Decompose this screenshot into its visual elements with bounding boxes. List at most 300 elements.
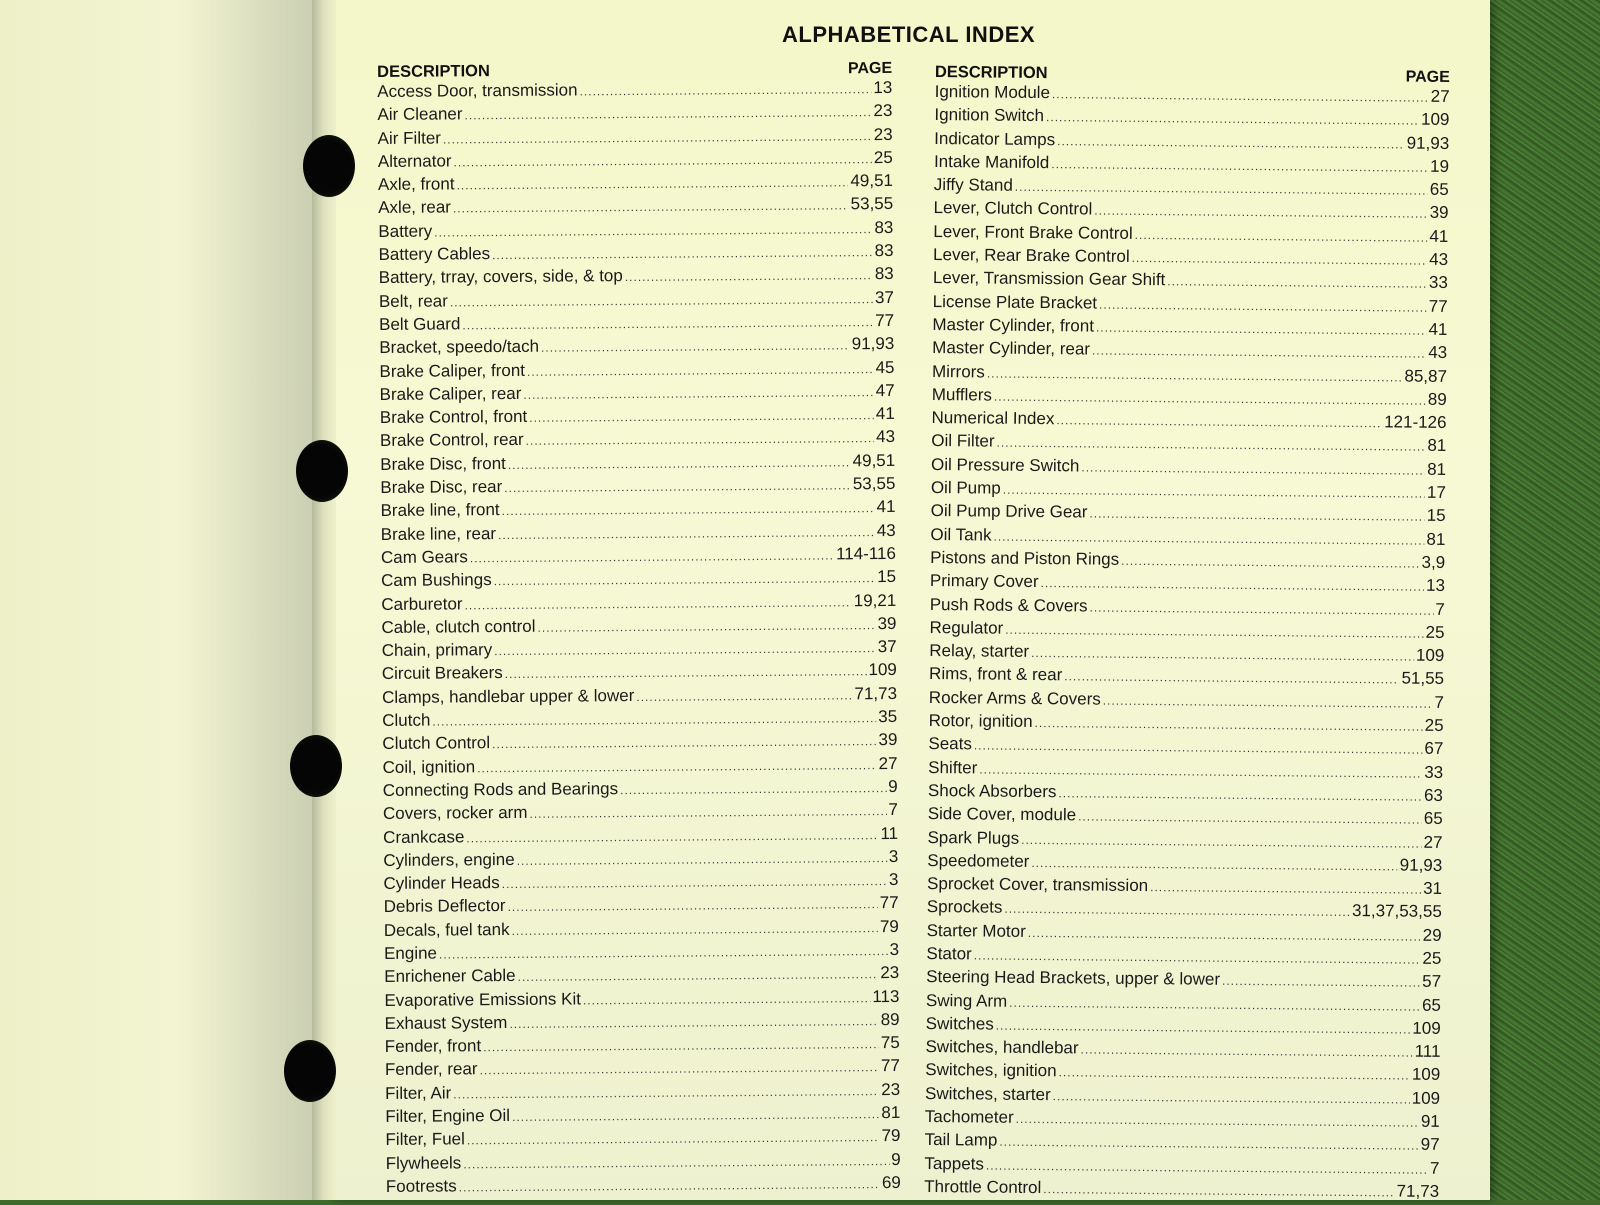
leader-dots [1041,576,1425,594]
leader-dots [494,641,876,658]
entry-page-number: 31 [1423,878,1443,898]
entry-page-number: 35 [878,706,898,727]
leader-dots [1167,275,1427,291]
entry-page-number: 113 [872,986,900,1006]
entry-description: Brake Disc, front [380,453,506,474]
leader-dots [979,762,1422,780]
leader-dots [453,1084,879,1101]
entry-description: Clutch [382,710,431,730]
entry-description: Brake Caliper, rear [379,383,522,404]
entry-description: Tappets [924,1153,985,1174]
entry-description: Brake line, front [380,500,500,521]
entry-page-number: 13 [1425,575,1446,596]
entry-page-number: 29 [1422,925,1442,945]
entry-page-number: 33 [1424,762,1444,782]
leader-dots [1043,1182,1394,1199]
entry-page-number: 71,73 [1396,1181,1440,1201]
entry-description: Tail Lamp [924,1130,998,1151]
entry-description: Mufflers [931,384,993,405]
entry-page-number: 37 [874,287,894,307]
entry-description: Fender, front [384,1036,482,1057]
leader-dots [456,175,848,192]
leader-dots [502,874,887,891]
entry-page-number: 27 [1430,86,1450,106]
entry-page-number: 83 [874,264,894,284]
entry-description: Chain, primary [381,640,493,661]
entry-description: Stator [926,943,972,964]
leader-dots [505,665,867,682]
entry-page-number: 3 [888,846,899,866]
entry-description: Master Cylinder, front [932,314,1095,336]
entry-page-number: 65 [1429,179,1449,200]
entry-description: Clamps, handlebar upper & lower [381,685,635,707]
binder-hole [284,1040,336,1102]
leader-dots [1003,483,1425,501]
entry-description: Bracket, speedo/tach [379,337,540,358]
entry-description: Primary Cover [929,571,1039,592]
entry-page-number: 41 [1429,226,1449,246]
entry-description: Mirrors [931,361,985,382]
entry-description: Cylinders, engine [383,849,515,870]
entry-page-number: 13 [873,77,893,98]
entry-page-number: 83 [874,241,894,261]
leader-dots [459,1177,880,1194]
entry-page-number: 23 [881,1079,901,1099]
leader-dots [453,199,849,216]
leader-dots [1035,716,1423,734]
leader-dots [1031,856,1397,874]
leader-dots [502,501,875,518]
entry-page-number: 23 [873,124,893,144]
entry-page-number: 111 [1414,1041,1441,1062]
entry-description: Oil Tank [930,524,992,545]
leader-dots [580,82,872,98]
entry-page-number: 9 [891,1149,901,1169]
leader-dots [1099,297,1427,314]
leader-dots [507,897,877,914]
description-header: DESCRIPTION [377,62,490,81]
entry-page-number: 39 [1429,203,1449,223]
index-entry [924,1177,1439,1205]
entry-page-number: 7 [1434,692,1444,712]
leader-dots [470,548,834,565]
leader-dots [1031,646,1414,664]
entry-page-number: 25 [1425,622,1445,642]
leader-dots [466,828,878,845]
entry-page-number: 19 [1429,156,1450,176]
entry-description: Exhaust System [384,1012,508,1033]
entry-page-number: 77 [1428,296,1448,316]
binder-hole [296,440,348,502]
entry-page-number: 53,55 [852,473,896,494]
entry-description: Steering Head Brackets, upper & lower [926,967,1221,990]
entry-page-number: 3,9 [1421,552,1446,572]
entry-description: Debris Deflector [383,896,506,917]
entry-description: Axle, front [377,174,455,195]
entry-description: Switches, starter [924,1083,1051,1104]
entry-description: Seats [928,734,972,754]
leader-dots [512,1107,879,1124]
entry-page-number: 83 [874,217,894,237]
index-entry [386,1173,901,1200]
entry-page-number: 109 [1411,1065,1441,1085]
leader-dots [996,1019,1411,1037]
entry-page-number: 7 [1435,599,1445,619]
leader-dots [1222,974,1420,990]
entry-description: Relay, starter [929,641,1030,662]
entry-page-number: 77 [879,893,899,913]
entry-page-number: 79 [879,916,899,936]
entry-description: Cable, clutch control [381,616,536,637]
entry-page-number: 91 [1420,1111,1440,1131]
leader-dots [492,734,876,751]
entry-page-number: 63 [1423,785,1444,805]
entry-page-number: 49,51 [852,450,896,471]
leader-dots [1009,995,1420,1013]
entry-description: Battery [378,221,433,241]
entry-page-number: 17 [1426,482,1446,502]
entry-description: Filter, Engine Oil [385,1106,511,1127]
entry-description: Brake Disc, rear [380,477,503,498]
entry-description: Axle, rear [378,197,452,218]
leader-dots [1064,670,1399,687]
entry-description: Evaporative Emissions Kit [384,989,581,1010]
leader-dots [523,385,873,402]
entry-page-number: 7 [888,800,898,820]
entry-description: Brake line, rear [380,523,497,544]
binder-hole [290,735,342,797]
entry-description: Lever, Front Brake Control [933,221,1133,243]
entry-description: Sprocket Cover, transmission [926,874,1149,896]
leader-dots [997,436,1426,454]
entry-description: Speedometer [927,850,1030,871]
entry-page-number: 39 [878,730,898,750]
entry-page-number: 7 [1429,1158,1440,1178]
leader-dots [993,529,1424,547]
entry-page-number: 33 [1428,273,1448,293]
leader-dots [527,362,874,379]
leader-dots [529,408,874,425]
entry-page-number: 41 [875,404,895,424]
leader-dots [509,1014,878,1031]
entry-description: Ignition Switch [934,105,1045,126]
entry-page-number: 19,21 [853,590,897,610]
entry-page-number: 9 [888,776,898,796]
entry-page-number: 41 [876,497,896,517]
entry-description: Alternator [377,151,452,171]
leader-dots [504,478,851,495]
entry-description: Engine [383,943,438,963]
entry-page-number: 109 [1411,1088,1441,1108]
left-page [0,0,320,1200]
leader-dots [1057,134,1405,151]
leader-dots [517,851,887,868]
entry-page-number: 109 [1412,1018,1441,1038]
entry-page-number: 51,55 [1401,668,1445,689]
entry-description: Oil Filter [931,431,995,452]
leader-dots [1052,87,1429,105]
entry-description: Push Rods & Covers [929,594,1088,616]
entry-page-number: 85,87 [1404,366,1448,386]
leader-dots [467,1130,880,1147]
entry-description: Battery Cables [378,244,491,265]
entry-page-number: 45 [875,357,895,377]
entry-page-number: 81 [881,1102,901,1123]
entry-description: Lever, Transmission Gear Shift [932,268,1166,290]
leader-dots [463,1154,889,1171]
entry-page-number: 31,37,53,55 [1351,901,1442,922]
entry-page-number: 57 [1422,972,1442,992]
entry-description: Crankcase [383,826,465,847]
entry-description: Cylinder Heads [383,873,500,894]
entry-description: Air Filter [377,128,441,148]
leader-dots [1005,623,1423,641]
entry-description: Tachometer [924,1107,1014,1127]
leader-dots [1096,321,1427,338]
entry-description: License Plate Bracket [932,291,1098,313]
entry-description: Coil, ignition [382,756,476,777]
leader-dots [465,595,852,612]
leader-dots [1135,228,1428,245]
description-header: DESCRIPTION [934,62,1048,83]
entry-description: Shock Absorbers [927,780,1057,802]
entry-description: Shifter [928,757,978,778]
leader-dots [1103,693,1433,710]
leader-dots [518,967,879,984]
leader-dots [1046,110,1419,128]
entry-page-number: 49,51 [850,171,894,191]
entry-page-number: 89 [1427,389,1447,409]
leader-dots [477,758,877,775]
leader-dots [1056,413,1382,430]
leader-dots [620,781,886,797]
leader-dots [974,739,1423,757]
entry-page-number: 121-126 [1384,412,1447,433]
leader-dots [1092,344,1426,361]
entry-description: Filter, Fuel [385,1129,465,1150]
entry-page-number: 89 [880,1009,900,1029]
entry-page-number: 77 [880,1056,901,1076]
entry-page-number: 25 [873,147,893,167]
entry-page-number: 43 [1429,249,1449,270]
entry-description: Oil Pressure Switch [931,454,1080,476]
entry-description: Brake Caliper, front [379,360,526,381]
binder-hole [303,135,355,197]
entry-page-number: 43 [875,427,896,447]
entry-page-number: 81 [1426,529,1446,549]
entry-description: Brake Control, rear [379,430,524,451]
entry-description: Enrichener Cable [384,966,516,987]
leader-dots [483,1037,879,1054]
leader-dots [1089,507,1424,524]
entry-page-number: 69 [881,1172,901,1193]
leader-dots [480,1061,880,1078]
leader-dots [492,245,873,262]
entry-description: Starter Motor [926,920,1026,941]
entry-page-number: 15 [1426,506,1446,526]
leader-dots [1059,1066,1410,1083]
entry-page-number: 15 [877,567,897,587]
entry-description: Switches, ignition [925,1060,1057,1081]
page-header: PAGE [1405,68,1450,86]
entry-page-number: 91,93 [851,334,895,354]
leader-dots [1051,157,1428,175]
entry-description: Battery, trray, covers, side, & top [378,266,623,288]
entry-description: Fender, rear [384,1059,478,1080]
leader-dots [1053,1089,1410,1106]
leader-dots [526,432,875,449]
leader-dots [1150,880,1421,897]
entry-page-number: 91,93 [1399,855,1443,875]
entry-description: Decals, fuel tank [383,919,510,940]
entry-description: Rocker Arms & Covers [928,687,1101,709]
entry-description: Side Cover, module [927,804,1077,825]
entry-page-number: 3 [888,870,899,890]
entry-page-number: 65 [1423,808,1443,829]
entry-page-number: 67 [1424,739,1444,759]
entry-description: Circuit Breakers [381,663,503,684]
entry-page-number: 71,73 [854,683,898,703]
entry-page-number: 23 [873,101,893,121]
entry-description: Covers, rocker arm [382,803,528,824]
leader-dots [508,455,851,472]
leader-dots [464,105,871,122]
entry-page-number: 81 [1427,459,1447,479]
entry-description: Switches [925,1013,994,1034]
entry-page-number: 27 [1423,832,1443,852]
entry-description: Cam Gears [380,547,468,567]
index-column-left [377,54,901,1200]
entry-page-number: 65 [1421,995,1442,1015]
entry-page-number: 75 [880,1033,900,1053]
entry-description: Air Cleaner [377,104,463,125]
entry-description: Belt Guard [379,314,461,334]
entry-description: Spark Plugs [927,827,1020,848]
leader-dots [498,525,875,542]
entry-description: Indicator Lamps [934,128,1056,149]
leader-dots [1058,786,1422,803]
leader-dots [636,688,852,704]
entry-page-number: 109 [1415,645,1445,666]
entry-description: Regulator [929,617,1004,638]
leader-dots [434,222,872,239]
entry-page-number: 43 [1428,343,1448,363]
entry-description: Master Cylinder, rear [932,338,1091,359]
entry-description: Connecting Rods and Bearings [382,779,619,800]
entry-description: Pistons and Piston Rings [930,547,1120,569]
entry-description: Oil Pump Drive Gear [930,501,1088,522]
entry-description: Footrests [385,1176,457,1196]
leader-dots [462,315,873,332]
entry-description: Flywheels [385,1153,462,1173]
entry-page-number: 109 [868,660,897,680]
entry-description: Belt, rear [378,291,448,311]
index-column-right [924,58,1450,1205]
entry-page-number: 11 [880,823,899,843]
leader-dots [625,268,873,284]
leader-dots [994,389,1426,407]
leader-dots [450,292,873,309]
leader-dots [999,1135,1418,1153]
leader-dots [1016,1112,1419,1130]
leader-dots [1004,902,1350,919]
entry-page-number: 114-116 [835,543,896,564]
entry-description: Numerical Index [931,408,1055,429]
entry-description: Filter, Air [385,1083,452,1103]
grass-background [1480,0,1600,1200]
entry-page-number: 23 [880,963,900,983]
leader-dots [1121,554,1419,571]
leader-dots [1028,926,1421,944]
entry-description: Carburetor [381,593,463,614]
leader-dots [1094,204,1427,221]
entry-description: Rims, front & rear [928,664,1063,685]
page-header: PAGE [847,59,893,78]
entry-page-number: 53,55 [850,194,894,214]
leader-dots [439,944,888,962]
leader-dots [974,948,1421,966]
entry-page-number: 109 [1420,109,1450,130]
leader-dots [432,711,876,728]
entry-page-number: 37 [877,637,897,657]
entry-description: Oil Pump [930,478,1001,498]
entry-description: Jiffy Stand [933,175,1013,195]
leader-dots [583,991,870,1007]
leader-dots [494,571,876,588]
entry-description: Ignition Module [934,81,1051,103]
entry-page-number: 41 [1428,319,1448,339]
page-title: ALPHABETICAL INDEX [782,22,1036,47]
leader-dots [453,152,871,169]
entry-description: Intake Manifold [933,151,1050,172]
leader-dots [1021,832,1422,850]
entry-page-number: 3 [889,939,900,959]
leader-dots [1132,251,1428,268]
entry-description: Swing Arm [925,990,1008,1011]
entry-page-number: 43 [876,520,896,540]
entry-description: Throttle Control [924,1176,1042,1198]
leader-dots [1089,600,1433,617]
entry-page-number: 25 [1422,948,1442,968]
entry-description: Clutch Control [382,733,491,754]
leader-dots [986,1158,1428,1176]
entry-description: Access Door, transmission [377,80,578,101]
entry-page-number: 25 [1424,715,1444,735]
leader-dots [529,804,886,821]
entry-description: Rotor, ignition [928,710,1033,731]
entry-description: Sprockets [926,897,1003,918]
entry-page-number: 39 [877,613,897,633]
entry-page-number: 27 [878,753,898,773]
leader-dots [511,921,877,938]
entry-page-number: 91,93 [1406,133,1450,153]
entry-description: Lever, Rear Brake Control [933,245,1130,266]
entry-description: Cam Bushings [381,570,492,591]
leader-dots [1081,1043,1413,1060]
leader-dots [1081,460,1425,477]
leader-dots [1015,180,1428,198]
leader-dots [541,339,850,355]
leader-dots [987,366,1403,384]
entry-page-number: 97 [1420,1135,1440,1155]
entry-page-number: 81 [1427,436,1447,456]
leader-dots [537,618,875,635]
leader-dots [1078,810,1422,827]
entry-page-number: 77 [875,310,895,331]
leader-dots [443,129,872,146]
entry-page-number: 79 [881,1126,901,1146]
entry-description: Switches, handlebar [925,1037,1079,1058]
